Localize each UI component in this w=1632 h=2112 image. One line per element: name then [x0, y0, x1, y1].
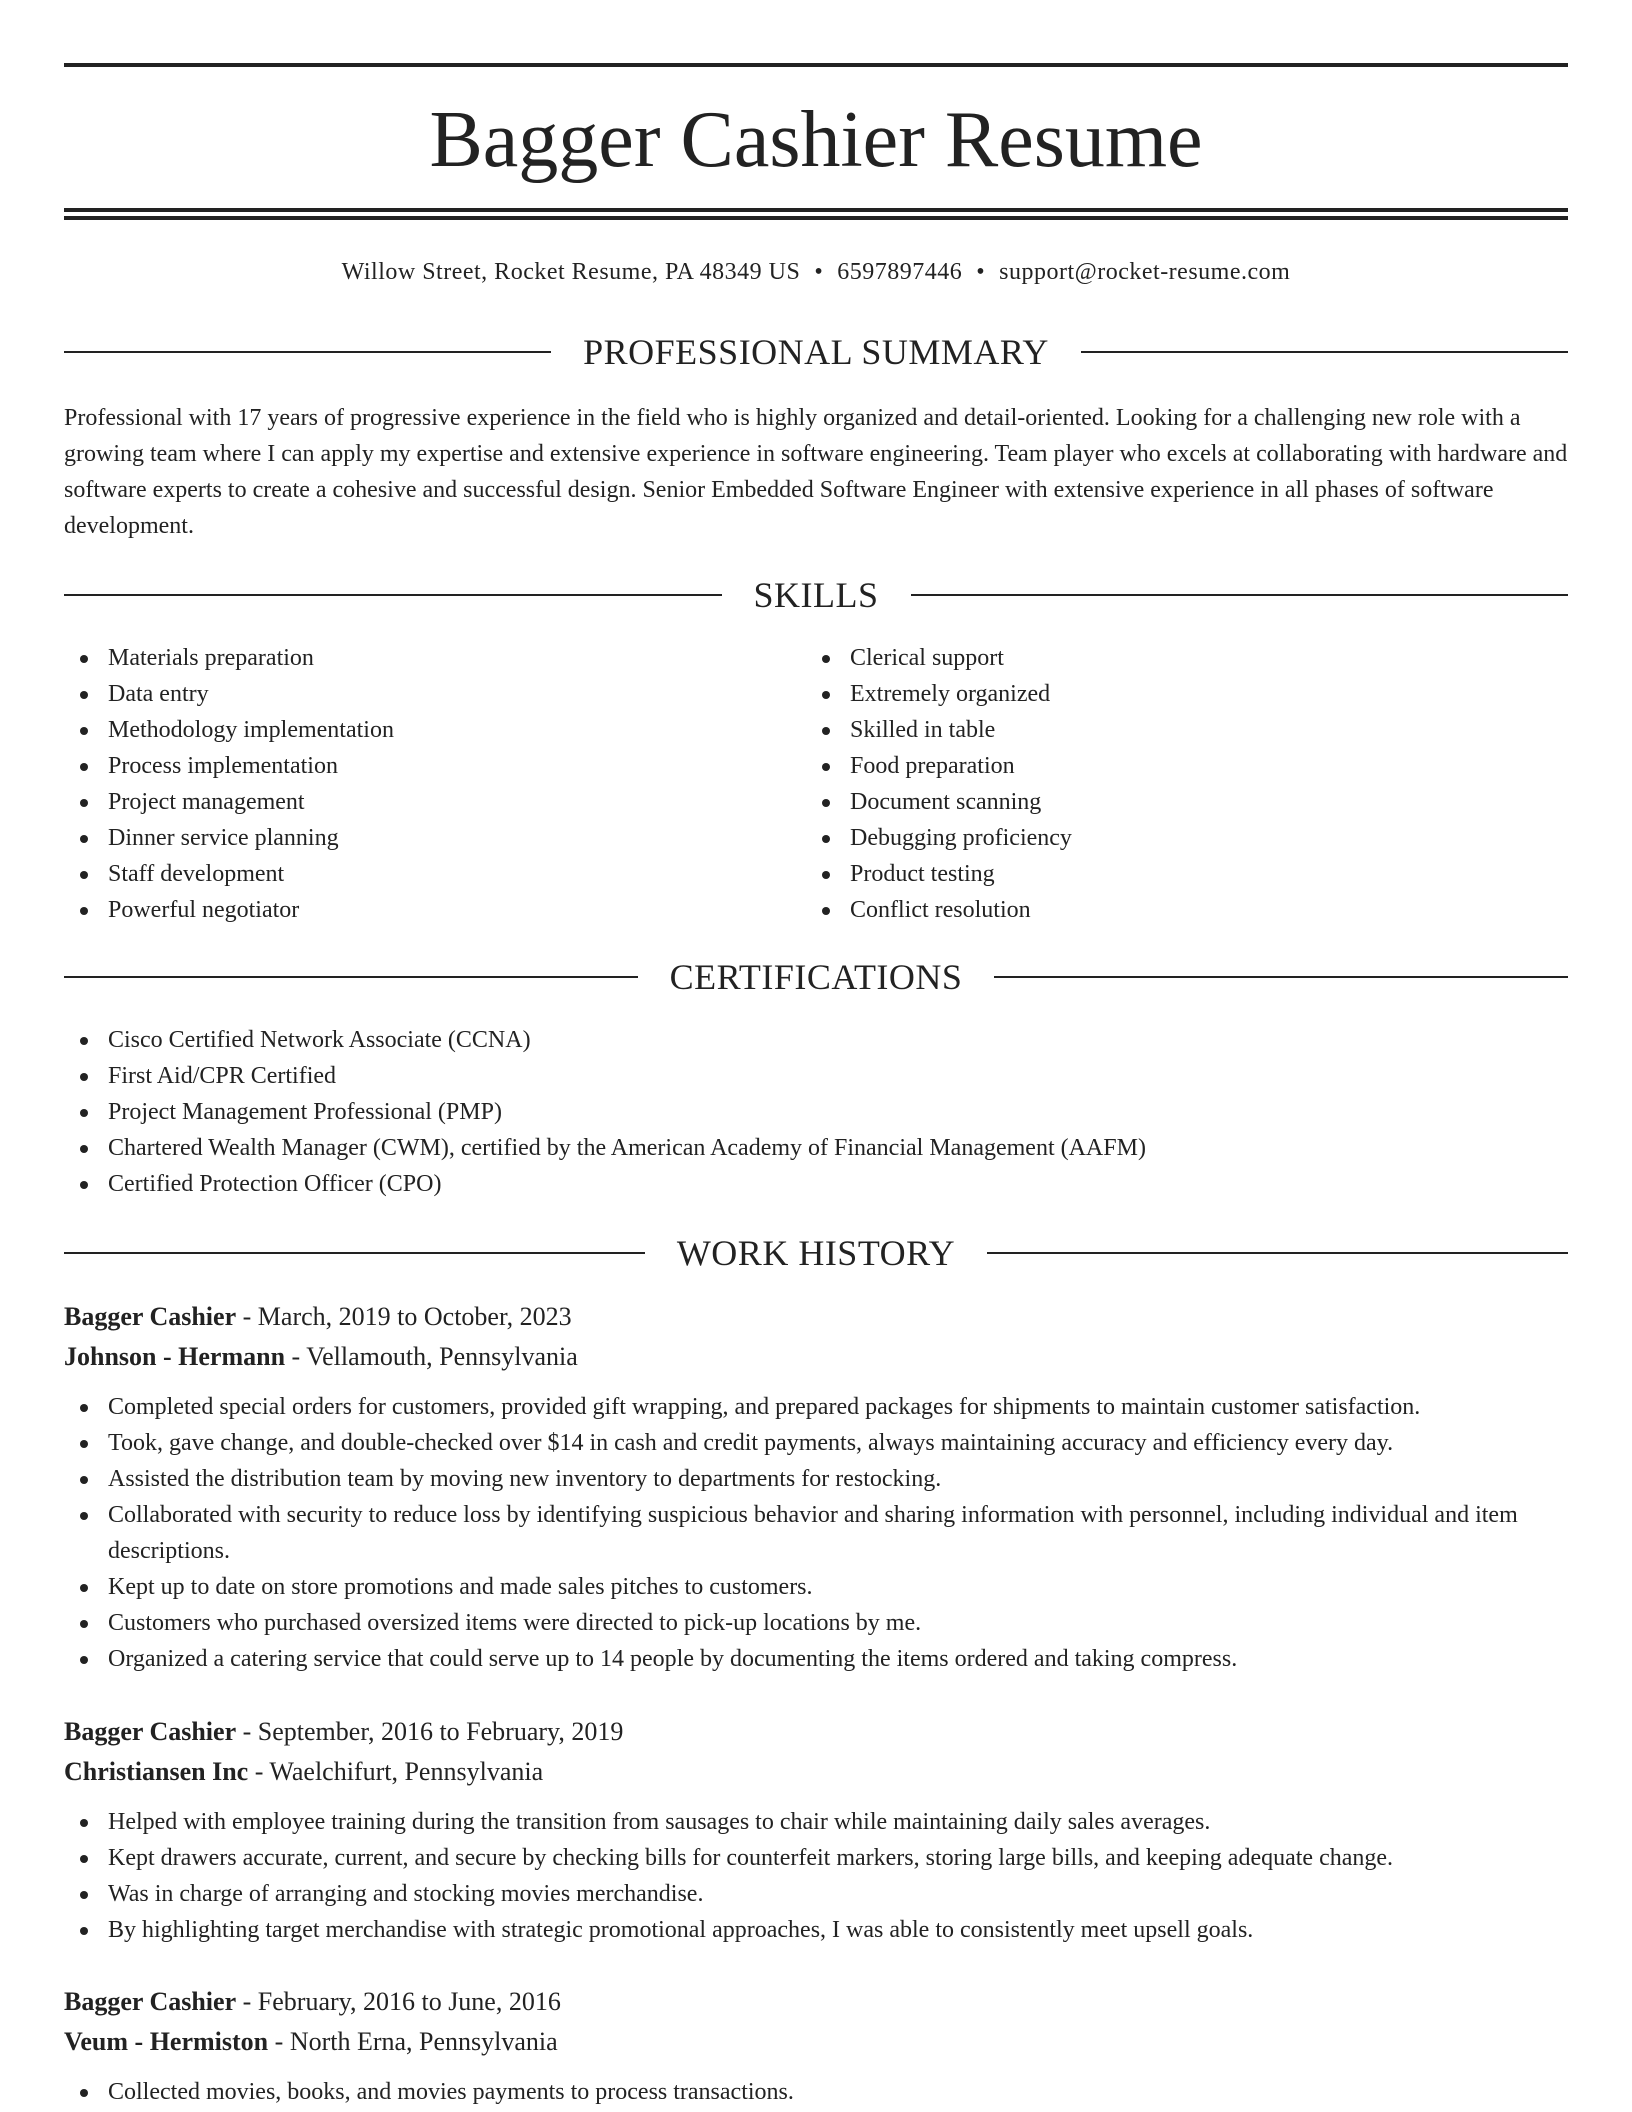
skill-item: Staff development	[64, 856, 804, 892]
section-rule-left	[64, 351, 551, 353]
job-bullet: Completed special orders for customers, provided gift wrapping, and prepared packages for shipments to maintain customer satisfaction.	[64, 1389, 1568, 1425]
job-entry	[64, 1982, 1568, 2110]
contact-separator: •	[976, 259, 986, 285]
job-bullets	[64, 1389, 1568, 1677]
job-dates: September, 2016 to February, 2019	[257, 1717, 624, 1746]
certification-item: First Aid/CPR Certified	[64, 1058, 1568, 1094]
section-header-work-history	[64, 1229, 1568, 1277]
job-entry	[64, 1297, 1568, 1677]
certifications-list	[64, 1022, 1568, 1202]
job-bullet: Organized a catering service that could serve up to 14 people by documenting the items ordered and taking compress.	[64, 1641, 1568, 1677]
job-company-line	[64, 1337, 1568, 1377]
skills-list-right	[806, 640, 1566, 928]
job-bullet: Helped with employee training during the transition from sausages to chair while maintaining daily sales averages.	[64, 1804, 1568, 1840]
skills-list-left	[64, 640, 804, 928]
job-bullet: Kept up to date on store promotions and made sales pitches to customers.	[64, 1569, 1568, 1605]
skill-item: Conflict resolution	[806, 892, 1566, 928]
skill-item: Extremely organized	[806, 676, 1566, 712]
section-rule-left	[64, 976, 638, 978]
job-bullet: Assisted the distribution team by moving new inventory to departments for restocking.	[64, 1461, 1568, 1497]
job-bullets	[64, 2074, 1568, 2110]
skill-item: Skilled in table	[806, 712, 1566, 748]
job-dash: -	[236, 1302, 258, 1331]
job-title-line	[64, 1297, 1568, 1337]
section-header-summary	[64, 328, 1568, 376]
skill-item: Clerical support	[806, 640, 1566, 676]
certification-item: Chartered Wealth Manager (CWM), certified by the American Academy of Financial Management (AAFM)	[64, 1130, 1568, 1166]
contact-address: Willow Street, Rocket Resume, PA 48349 US	[341, 259, 801, 285]
job-bullet: Kept drawers accurate, current, and secure by checking bills for counterfeit markers, storing large bills, and keeping adequate change.	[64, 1840, 1568, 1876]
section-header-skills	[64, 571, 1568, 619]
contact-line	[64, 252, 1568, 292]
skill-item: Product testing	[806, 856, 1566, 892]
skill-item: Process implementation	[64, 748, 804, 784]
job-title-line	[64, 1982, 1568, 2022]
job-company-line	[64, 2022, 1568, 2062]
summary-text: Professional with 17 years of progressive experience in the field who is highly organized and detail-oriented. Looking for a challenging new role with a growing team where I can apply my expertise and extensive experience in software engineering. Team player who excels at collaborating with hardware and software experts to create a cohesive and successful design. Senior Embedded Software Engineer with extensive experience in all phases of software development.	[64, 405, 1568, 539]
section-title: WORK HISTORY	[676, 1233, 956, 1273]
job-bullet: Was in charge of arranging and stocking movies merchandise.	[64, 1876, 1568, 1912]
job-bullet: Collaborated with security to reduce loss by identifying suspicious behavior and sharing information with personnel, including individual and item descriptions.	[64, 1497, 1568, 1569]
skill-item: Food preparation	[806, 748, 1566, 784]
job-company: Johnson - Hermann	[64, 1342, 286, 1371]
header-double-rule-lower	[64, 216, 1568, 220]
header-double-rule-upper	[64, 208, 1568, 212]
resume-title: Bagger Cashier Resume	[429, 96, 1203, 184]
job-company-line	[64, 1752, 1568, 1792]
section-rule-right	[994, 976, 1568, 978]
header-top-rule	[64, 63, 1568, 67]
job-dates: February, 2016 to June, 2016	[257, 1987, 561, 2016]
skill-item: Data entry	[64, 676, 804, 712]
section-title: CERTIFICATIONS	[669, 957, 963, 997]
job-location: Vellamouth, Pennsylvania	[306, 1342, 578, 1371]
skill-item: Project management	[64, 784, 804, 820]
job-entry	[64, 1712, 1568, 1948]
section-header-certifications	[64, 953, 1568, 1001]
section-rule-left	[64, 594, 722, 596]
job-company: Veum - Hermiston	[64, 2027, 269, 2056]
job-bullet: By highlighting target merchandise with strategic promotional approaches, I was able to consistently meet upsell goals.	[64, 1912, 1568, 1948]
job-dash: -	[285, 1342, 307, 1371]
contact-separator: •	[814, 259, 824, 285]
job-dash: -	[268, 2027, 290, 2056]
section-rule-right	[987, 1252, 1568, 1254]
job-bullets	[64, 1804, 1568, 1948]
skill-item: Dinner service planning	[64, 820, 804, 856]
certification-item: Cisco Certified Network Associate (CCNA)	[64, 1022, 1568, 1058]
skill-item: Methodology implementation	[64, 712, 804, 748]
job-title: Bagger Cashier	[64, 1717, 237, 1746]
contact-email: support@rocket-resume.com	[999, 259, 1291, 285]
section-title: PROFESSIONAL SUMMARY	[583, 332, 1049, 372]
skill-item: Materials preparation	[64, 640, 804, 676]
job-bullet: Took, gave change, and double-checked over $14 in cash and credit payments, always maintaining accuracy and efficiency every day.	[64, 1425, 1568, 1461]
skill-item: Document scanning	[806, 784, 1566, 820]
contact-phone: 6597897446	[837, 259, 963, 285]
job-dates: March, 2019 to October, 2023	[257, 1302, 572, 1331]
certification-item: Certified Protection Officer (CPO)	[64, 1166, 1568, 1202]
section-rule-right	[1081, 351, 1568, 353]
job-title: Bagger Cashier	[64, 1302, 237, 1331]
job-title: Bagger Cashier	[64, 1987, 237, 2016]
section-rule-left	[64, 1252, 645, 1254]
section-title: SKILLS	[753, 575, 879, 615]
job-location: Waelchifurt, Pennsylvania	[269, 1757, 544, 1786]
job-location: North Erna, Pennsylvania	[289, 2027, 558, 2056]
job-bullet: Collected movies, books, and movies payments to process transactions.	[64, 2074, 1568, 2110]
job-bullet: Customers who purchased oversized items were directed to pick-up locations by me.	[64, 1605, 1568, 1641]
skill-item: Debugging proficiency	[806, 820, 1566, 856]
job-company: Christiansen Inc	[64, 1757, 249, 1786]
section-rule-right	[911, 594, 1569, 596]
skill-item: Powerful negotiator	[64, 892, 804, 928]
job-title-line	[64, 1712, 1568, 1752]
job-dash: -	[248, 1757, 270, 1786]
job-dash: -	[236, 1717, 258, 1746]
job-dash: -	[236, 1987, 258, 2016]
certification-item: Project Management Professional (PMP)	[64, 1094, 1568, 1130]
